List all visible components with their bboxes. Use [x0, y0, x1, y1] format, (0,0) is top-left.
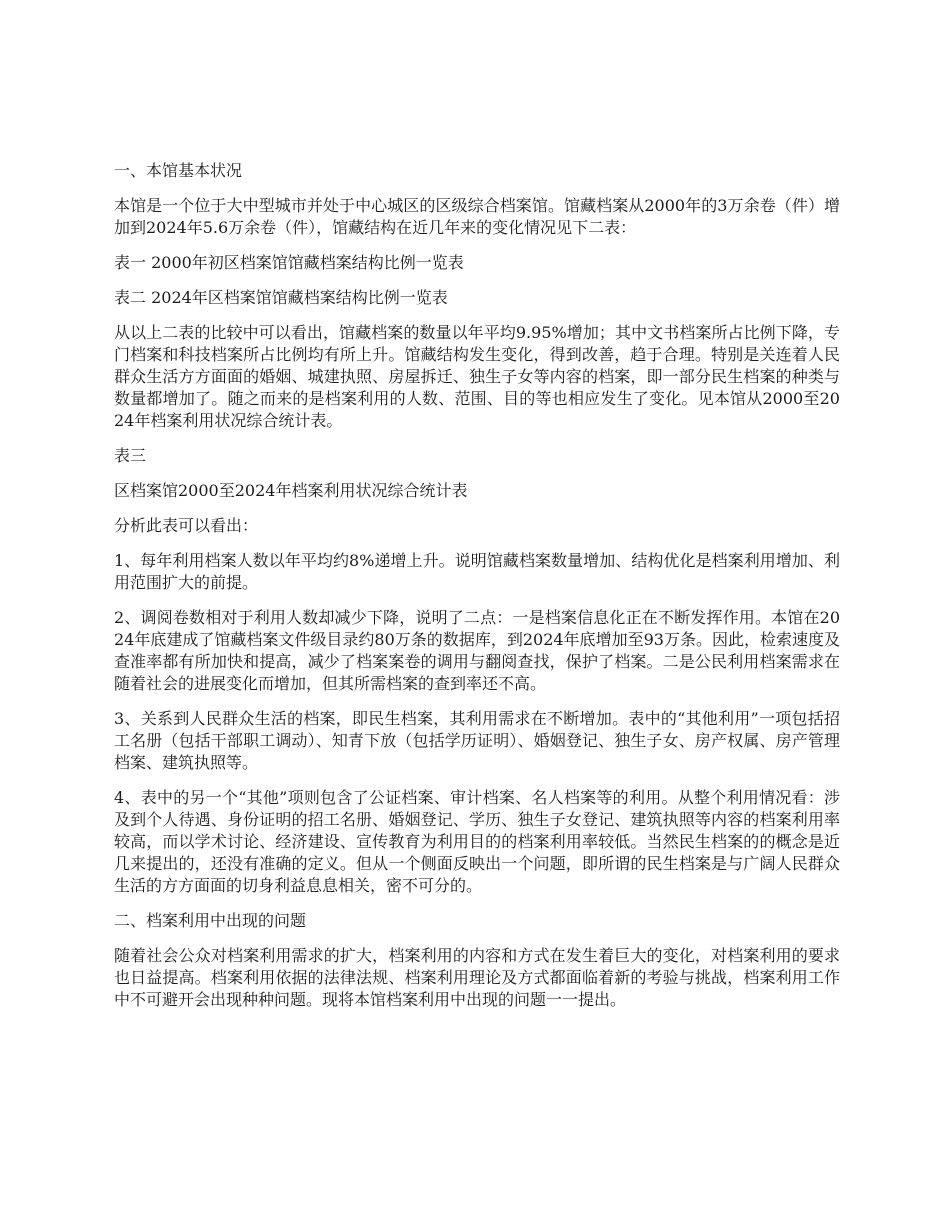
- section-heading-1: 一、本馆基本状况: [114, 161, 243, 180]
- analysis-point-3: 3、关系到人民群众生活的档案，即民生档案，其利用需求在不断增加。表中的“其他利用”一项包括招工名册（包括干部职工调动）、知青下放（包括学历证明）、婚姻登记、独生子女、房产权属、房产管理档案、建筑执照等。: [114, 709, 840, 772]
- analysis-point-2: 2、调阅卷数相对于利用人数却减少下降，说明了二点：一是档案信息化正在不断发挥作用。本馆在2024年底建成了馆藏档案文件级目录约80万条的数据库，到2024年底增加至93万条。因此，检索速度及查准率都有所加快和提高，减少了档案案卷的调用与翻阅查找，保护了档案。二是公民利用档案需求在随着社会的进展变化而增加，但其所需档案的查到率还不高。: [114, 608, 840, 693]
- analysis-point-1: 1、每年利用档案人数以年平均约8%递增上升。说明馆藏档案数量增加、结构优化是档案利用增加、利用范围扩大的前提。: [114, 551, 840, 592]
- paragraph-comparison: 从以上二表的比较中可以看出，馆藏档案的数量以年平均9.95%增加；其中文书档案所占比例下降，专门档案和科技档案所占比例均有所上升。馆藏结构发生变化，得到改善，趋于合理。特别是关连着人民群众生活方方面面的婚姻、城建执照、房屋拆迁、独生子女等内容的档案，即一部分民生档案的种类与数量都增加了。随之而来的是档案利用的人数、范围、目的等也相应发生了变化。见本馆从2000至2024年档案利用状况综合统计表。: [114, 323, 840, 430]
- section-heading-2: 二、档案利用中出现的问题: [114, 911, 307, 930]
- table-caption-3: 表三: [114, 446, 147, 465]
- paragraph-problems: 随着社会公众对档案利用需求的扩大，档案利用的内容和方式在发生着巨大的变化，对档案利用的要求也日益提高。档案利用依据的法律法规、档案利用理论及方式都面临着新的考验与挑战，档案利用工作中不可避开会出现种种问题。现将本馆档案利用中出现的问题一一提出。: [114, 946, 840, 1009]
- analysis-lead: 分析此表可以看出：: [114, 516, 259, 535]
- document-page: [114, 160, 840, 1024]
- paragraph-intro: 本馆是一个位于大中型城市并处于中心城区的区级综合档案馆。馆藏档案从2000年的3万余卷（件）增加到2024年5.6万余卷（件），馆藏结构在近几年来的变化情况见下二表：: [114, 196, 840, 237]
- table-caption-1: 表一 2000年初区档案馆馆藏档案结构比例一览表: [114, 253, 464, 272]
- table-caption-2: 表二 2024年区档案馆馆藏档案结构比例一览表: [114, 288, 448, 307]
- table-title-3: 区档案馆2000至2024年档案利用状况综合统计表: [114, 481, 468, 500]
- analysis-point-4: 4、表中的另一个“其他”项则包含了公证档案、审计档案、名人档案等的利用。从整个利用情况看：涉及到个人待遇、身份证明的招工名册、婚姻登记、学历、独生子女登记、建筑执照等内容的档案利用率较高，而以学术讨论、经济建设、宣传教育为利用目的的档案利用率较低。当然民生档案的的概念是近几来提出的，还没有准确的定义。但从一个侧面反映出一个问题，即所谓的民生档案是与广阔人民群众生活的方方面面的切身利益息息相关，密不可分的。: [114, 788, 840, 895]
